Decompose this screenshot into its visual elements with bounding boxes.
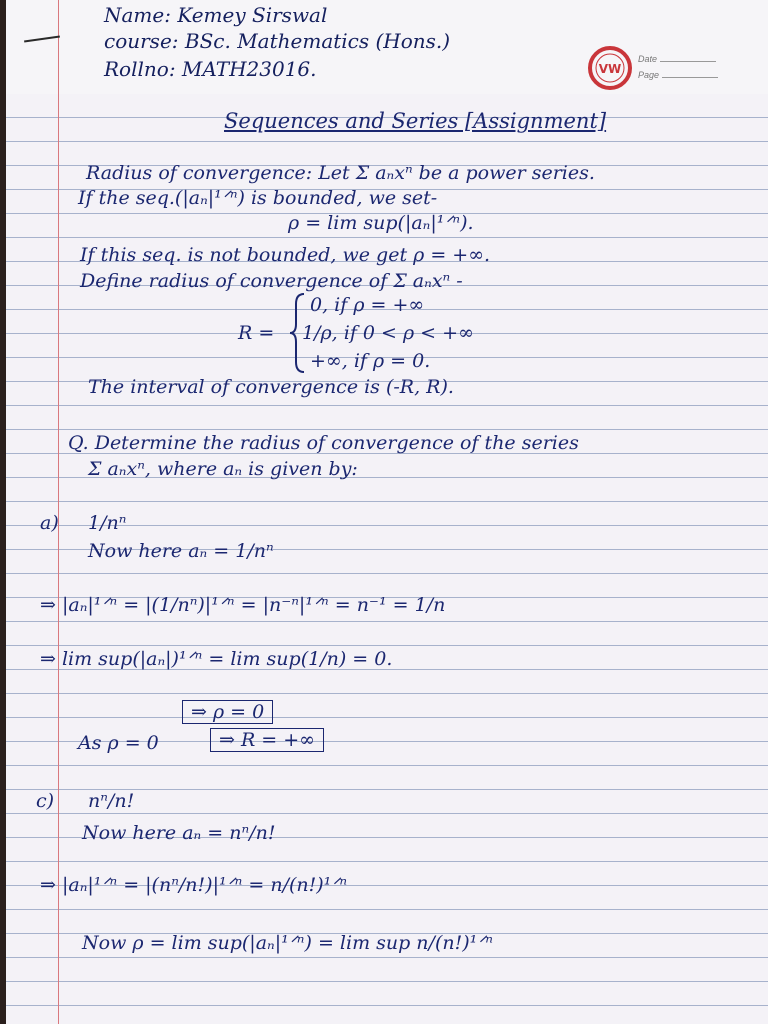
- notebook-page: [6, 0, 768, 1024]
- interval-line: The interval of convergence is (-R, R).: [88, 376, 454, 398]
- page-title: Sequences and Series [Assignment]: [224, 109, 607, 133]
- question-line-1: Q. Determine the radius of convergence of the series: [68, 432, 579, 454]
- course-line: course: BSc. Mathematics (Hons.): [104, 29, 451, 53]
- part-c-step-2: Now ρ = lim sup(|aₙ|¹ᐟⁿ) = lim sup n/(n!)¹ᐟⁿ: [82, 932, 494, 954]
- date-field: Date: [638, 54, 716, 64]
- part-c-step-1: ⇒ |aₙ|¹ᐟⁿ = |(nⁿ/n!)|¹ᐟⁿ = n/(n!)¹ᐟⁿ: [40, 874, 348, 896]
- part-c-expression: nⁿ/n!: [88, 790, 135, 812]
- question-line-2: Σ aₙxⁿ, where aₙ is given by:: [88, 458, 358, 480]
- roll-number: Rollno: MATH23016.: [104, 57, 317, 81]
- student-name: Name: Kemey Sirswal: [104, 3, 328, 27]
- part-a-step-2: ⇒ lim sup(|aₙ|)¹ᐟⁿ = lim sup(1/n) = 0.: [40, 648, 393, 670]
- part-a-label: a): [40, 512, 59, 534]
- case-infinite: 0, if ρ = +∞: [310, 294, 425, 316]
- part-a-now-here: Now here aₙ = 1/nⁿ: [88, 540, 274, 562]
- part-c-label: c): [36, 790, 55, 812]
- radius-label: R =: [238, 322, 275, 344]
- part-a-expression: 1/nⁿ: [88, 512, 127, 534]
- definition-rho: ρ = lim sup(|aₙ|¹ᐟⁿ).: [288, 212, 474, 234]
- definition-line-2: If the seq.(|aₙ|¹ᐟⁿ) is bounded, we set-: [78, 187, 438, 209]
- notebook-logo-icon: [587, 45, 633, 91]
- case-zero: +∞, if ρ = 0.: [310, 350, 431, 372]
- definition-line-4: If this seq. is not bounded, we get ρ = +∞.: [80, 244, 491, 266]
- part-a-step-1: ⇒ |aₙ|¹ᐟⁿ = |(1/nⁿ)|¹ᐟⁿ = |n⁻ⁿ|¹ᐟⁿ = n⁻¹ = 1/n: [40, 594, 446, 616]
- part-c-now-here: Now here aₙ = nⁿ/n!: [82, 822, 276, 844]
- logo-text: VW: [598, 62, 622, 76]
- part-a-as-rho: As ρ = 0: [78, 732, 159, 754]
- part-a-result-box: ⇒ R = +∞: [210, 728, 324, 752]
- part-a-rho-box: ⇒ ρ = 0: [182, 700, 273, 724]
- page-field: Page: [638, 70, 718, 80]
- case-finite: 1/ρ, if 0 < ρ < +∞: [302, 322, 474, 344]
- definition-line-1: Radius of convergence: Let Σ aₙxⁿ be a power series.: [86, 162, 595, 184]
- definition-line-5: Define radius of convergence of Σ aₙxⁿ -: [80, 270, 463, 292]
